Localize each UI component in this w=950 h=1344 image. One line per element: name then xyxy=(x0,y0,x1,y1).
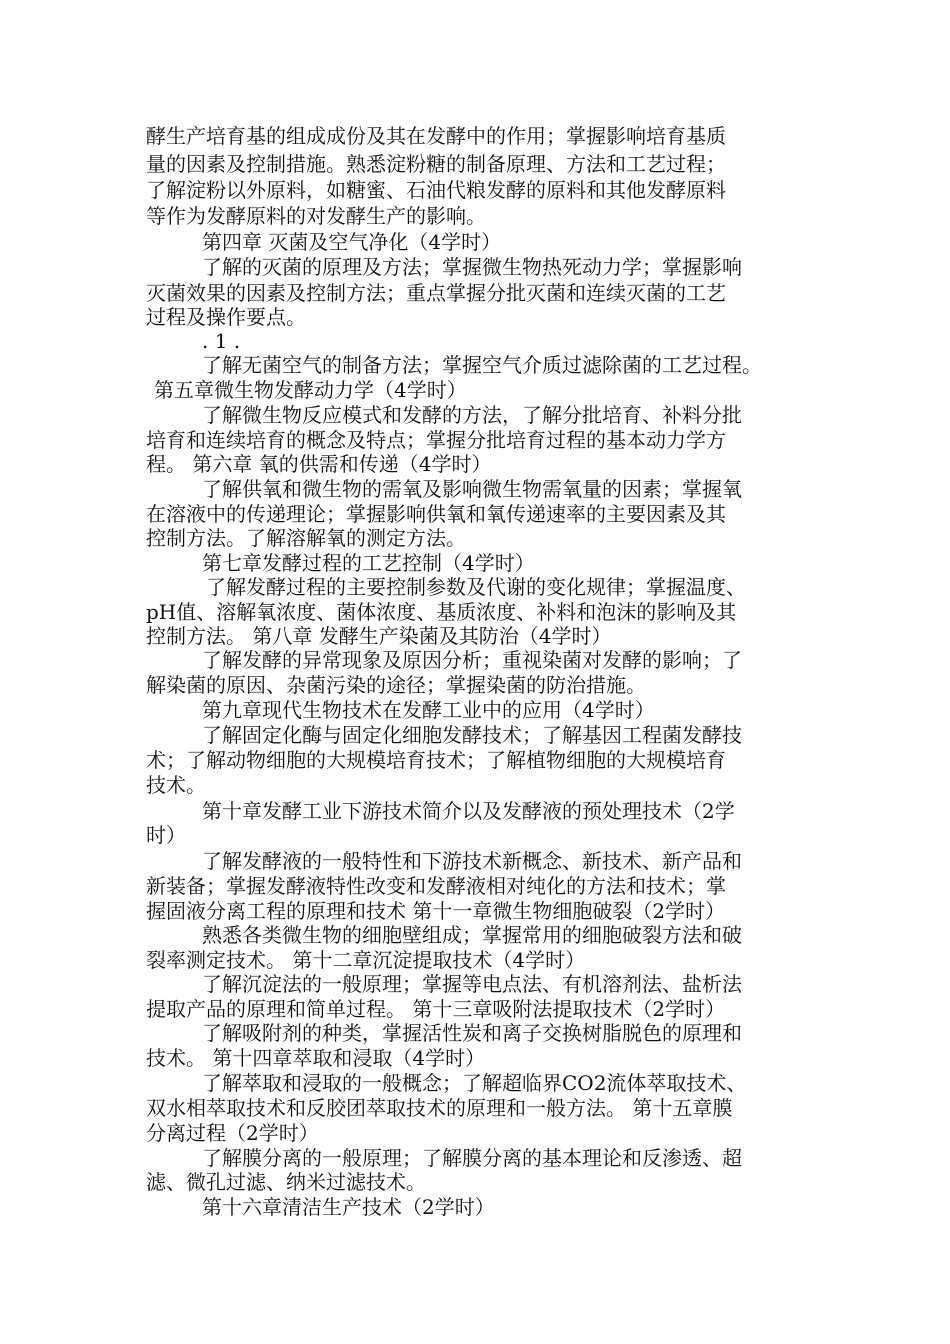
text-line: 过程及操作要点。 xyxy=(146,305,306,329)
text-line: 滤、微孔过滤、纳米过滤技术。 xyxy=(146,1170,426,1194)
text-line: 控制方法。 第八章 发酵生产染菌及其防治（4学时） xyxy=(146,624,612,648)
text-line: pH值、溶解氧浓度、菌体浓度、基质浓度、补料和泡沫的影响及其 xyxy=(146,600,737,624)
text-line: 量的因素及控制措施。熟悉淀粉糖的制备原理、方法和工艺过程； xyxy=(146,152,726,176)
text-line: 程。 第六章 氧的供需和传递（4学时） xyxy=(146,452,492,476)
text-line: 了解发酵的异常现象及原因分析；重视染菌对发酵的影响；了 xyxy=(202,648,742,672)
text-line: 等作为发酵原料的对发酵生产的影响。 xyxy=(146,204,486,228)
page-number: . 1 . xyxy=(202,329,241,353)
text-line: 了解膜分离的一般原理；了解膜分离的基本理论和反渗透、超 xyxy=(202,1146,742,1170)
chapter-heading: 第十六章清洁生产技术（2学时） xyxy=(202,1195,495,1219)
text-line: 了解吸附剂的种类，掌握活性炭和离子交换树脂脱色的原理和 xyxy=(202,1021,742,1045)
text-line: 了解无菌空气的制备方法；掌握空气介质过滤除菌的工艺过程。 xyxy=(202,353,762,377)
text-line: 分离过程（2学时） xyxy=(146,1121,319,1145)
text-line: 提取产品的原理和简单过程。 第十三章吸附法提取技术（2学时） xyxy=(146,997,726,1021)
text-line: 双水相萃取技术和反胶团萃取技术的原理和一般方法。 第十五章膜 xyxy=(146,1096,733,1120)
text-line: 酵生产培育基的组成成份及其在发酵中的作用；掌握影响培育基质 xyxy=(146,124,726,148)
text-line: 技术。 第十四章萃取和浸取（4学时） xyxy=(146,1046,486,1070)
text-line: 术；了解动物细胞的大规模培育技术；了解植物细胞的大规模培育 xyxy=(146,748,726,772)
text-line: 了解固定化酶与固定化细胞发酵技术；了解基因工程菌发酵技 xyxy=(202,723,742,747)
chapter-heading: 第十章发酵工业下游技术简介以及发酵液的预处理技术（2学 xyxy=(202,799,735,823)
text-line: 灭菌效果的因素及控制方法；重点掌握分批灭菌和连续灭菌的工艺 xyxy=(146,281,726,305)
chapter-heading: 第七章发酵过程的工艺控制（4学时） xyxy=(202,551,535,575)
text-line: 时） xyxy=(146,823,186,847)
text-line: 熟悉各类微生物的细胞壁组成；掌握常用的细胞破裂方法和破 xyxy=(202,923,742,947)
text-line: 了解的灭菌的原理及方法；掌握微生物热死动力学；掌握影响 xyxy=(202,255,742,279)
chapter-heading: 第九章现代生物技术在发酵工业中的应用（4学时） xyxy=(202,698,655,722)
text-line: 了解供氧和微生物的需氧及影响微生物需氧量的因素；掌握氧 xyxy=(202,477,742,501)
text-line: 裂率测定技术。 第十二章沉淀提取技术（4学时） xyxy=(146,948,586,972)
text-line: 解染菌的原因、杂菌污染的途径；掌握染菌的防治措施。 xyxy=(146,673,646,697)
text-line: 新装备；掌握发酵液特性改变和发酵液相对纯化的方法和技术；掌 xyxy=(146,874,726,898)
text-line: 技术。 xyxy=(146,773,206,797)
text-line: 了解萃取和浸取的一般概念；了解超临界CO2流体萃取技术、 xyxy=(202,1071,747,1095)
text-line: 了解发酵液的一般特性和下游技术新概念、新技术、新产品和 xyxy=(202,849,742,873)
text-line: 了解微生物反应模式和发酵的方法，了解分批培育、补料分批 xyxy=(202,403,742,427)
text-line: 在溶液中的传递理论；掌握影响供氧和氧传递速率的主要因素及其 xyxy=(146,502,726,526)
text-line: 控制方法。了解溶解氧的测定方法。 xyxy=(146,526,466,550)
chapter-heading: 第五章微生物发酵动力学（4学时） xyxy=(154,378,467,402)
text-line: 培育和连续培育的概念及特点；掌握分批培育过程的基本动力学方 xyxy=(146,428,726,452)
text-line: 了解发酵过程的主要控制参数及代谢的变化规律；掌握温度、 xyxy=(206,575,746,599)
text-line: 了解沉淀法的一般原理；掌握等电点法、有机溶剂法、盐析法 xyxy=(202,972,742,996)
chapter-heading: 第四章 灭菌及空气净化（4学时） xyxy=(202,230,502,254)
text-line: 了解淀粉以外原料，如糖蜜、石油代粮发酵的原料和其他发酵原料 xyxy=(146,178,726,202)
text-line: 握固液分离工程的原理和技术 第十一章微生物细胞破裂（2学时） xyxy=(146,899,726,923)
